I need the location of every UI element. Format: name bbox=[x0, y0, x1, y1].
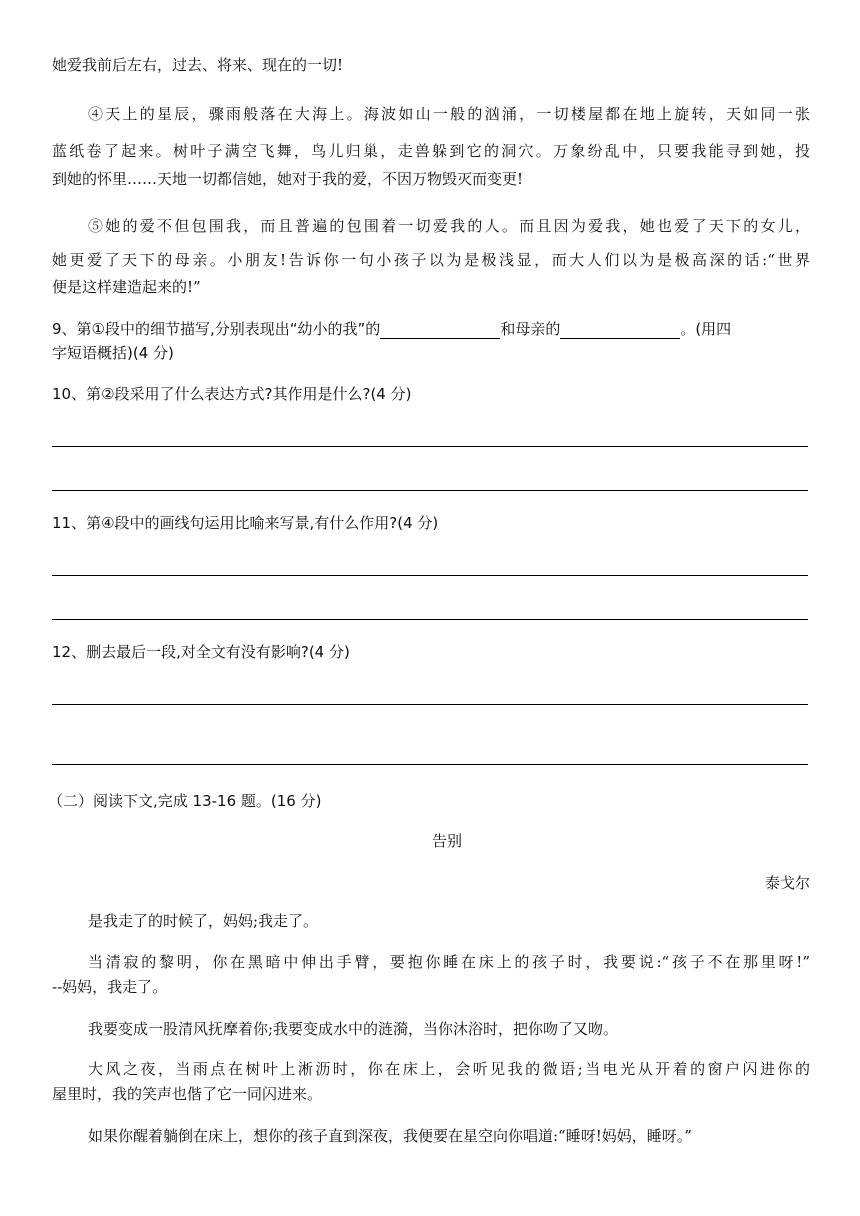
answer-line[interactable] bbox=[52, 764, 808, 765]
poem-paragraph-line2: 屋里时，我的笑声也偕了它一同闪进来。 bbox=[52, 1085, 323, 1103]
question-9-text-c: 。(用四 bbox=[680, 320, 732, 338]
question-9-blank-1[interactable] bbox=[380, 323, 500, 339]
passage-para4-line2: 蓝纸卷了起来。树叶子满空飞舞，鸟儿归巢，走兽躲到它的洞穴。万象纷乱中，只要我能寻到她，投 bbox=[52, 142, 810, 160]
question-9-line2: 字短语概括)(4 分) bbox=[52, 344, 174, 362]
answer-line[interactable] bbox=[52, 704, 808, 705]
poem-paragraph-line2: --妈妈，我走了。 bbox=[52, 978, 168, 996]
poem-paragraph: 我要变成一股清风抚摩着你;我要变成水中的涟漪，当你沐浴时，把你吻了又吻。 bbox=[88, 1020, 619, 1038]
question-9-text-a: 9、第①段中的细节描写,分别表现出“幼小的我”的 bbox=[52, 320, 381, 338]
poem-paragraph-line1: 大风之夜，当雨点在树叶上淅沥时，你在床上，会听见我的微语;当电光从开着的窗户闪进你的 bbox=[88, 1060, 810, 1078]
poem-title: 告别 bbox=[431, 832, 462, 850]
passage-para5-line3: 便是这样建造起来的!” bbox=[52, 278, 201, 296]
passage-para5-line2: 她更爱了天下的母亲。小朋友!告诉你一句小孩子以为是极浅显，而大人们以为是极高深的话:“世界 bbox=[52, 251, 810, 269]
question-11: 11、第④段中的画线句运用比喻来写景,有什么作用?(4 分) bbox=[52, 514, 439, 532]
answer-line[interactable] bbox=[52, 575, 808, 576]
poem-paragraph: 是我走了的时候了，妈妈;我走了。 bbox=[88, 912, 319, 930]
poem-paragraph: 如果你醒着躺倒在床上，想你的孩子直到深夜，我便要在星空向你唱道:“睡呀!妈妈，睡呀。” bbox=[88, 1127, 692, 1145]
question-9-text-b: 和母亲的 bbox=[500, 320, 561, 338]
passage-para4-line1: ④天上的星辰，骤雨般落在大海上。海波如山一般的汹涌，一切楼屋都在地上旋转，天如同一张 bbox=[88, 105, 810, 123]
answer-line[interactable] bbox=[52, 490, 808, 491]
section-heading: （二）阅读下文,完成 13-16 题。(16 分) bbox=[48, 792, 322, 810]
poem-author: 泰戈尔 bbox=[764, 874, 810, 892]
poem-paragraph-line1: 当清寂的黎明，你在黑暗中伸出手臂，要抱你睡在床上的孩子时，我要说:“孩子不在那里呀!” bbox=[88, 953, 810, 971]
passage-para5-line1: ⑤她的爱不但包围我，而且普遍的包围着一切爱我的人。而且因为爱我，她也爱了天下的女儿， bbox=[88, 217, 810, 235]
question-9-blank-2[interactable] bbox=[560, 323, 680, 339]
question-9 bbox=[52, 319, 810, 339]
passage-line: 她爱我前后左右，过去、将来、现在的一切! bbox=[52, 56, 344, 74]
passage-para4-line3: 到她的怀里……天地一切都信她，她对于我的爱，不因万物毁灭而变更! bbox=[52, 170, 524, 188]
answer-line[interactable] bbox=[52, 619, 808, 620]
question-10: 10、第②段采用了什么表达方式?其作用是什么?(4 分) bbox=[52, 385, 412, 403]
answer-line[interactable] bbox=[52, 446, 808, 447]
question-12: 12、删去最后一段,对全文有没有影响?(4 分) bbox=[52, 643, 350, 661]
